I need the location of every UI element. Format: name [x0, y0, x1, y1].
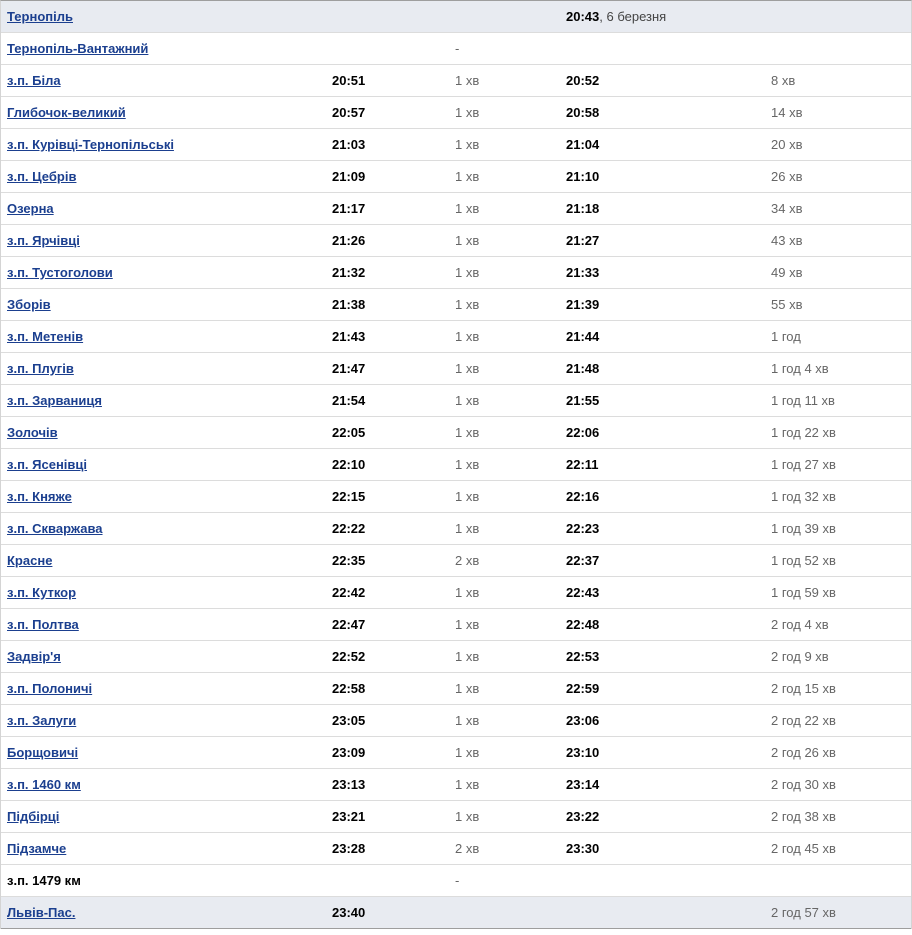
- stop-duration: 1 хв: [455, 297, 480, 312]
- station-link[interactable]: Красне: [7, 553, 53, 568]
- departure-cell: [566, 361, 771, 376]
- station-cell: [1, 361, 332, 376]
- station-name: з.п. 1479 км: [7, 873, 81, 888]
- station-cell: [1, 905, 332, 920]
- stop-duration: 1 хв: [455, 73, 480, 88]
- travel-time: 1 год 39 хв: [771, 521, 836, 536]
- stop-duration: 1 хв: [455, 361, 480, 376]
- departure-cell: [566, 297, 771, 312]
- departure-cell: [566, 585, 771, 600]
- departure-time: 21:10: [566, 169, 600, 184]
- departure-cell: [566, 9, 771, 24]
- station-cell: [1, 105, 332, 120]
- table-row: [1, 833, 911, 865]
- departure-cell: [566, 73, 771, 88]
- arrival-time: 22:22: [332, 521, 366, 536]
- stop-duration: 2 хв: [455, 841, 480, 856]
- departure-time: 22:43: [566, 585, 600, 600]
- arrival-time: 22:58: [332, 681, 366, 696]
- departure-cell: [566, 233, 771, 248]
- departure-time: 23:14: [566, 777, 600, 792]
- station-link[interactable]: з.п. Залуги: [7, 713, 77, 728]
- table-row: [1, 33, 911, 65]
- station-link[interactable]: з.п. Курівці-Тернопільські: [7, 137, 174, 152]
- departure-cell: [566, 425, 771, 440]
- stop-duration: 1 хв: [455, 585, 480, 600]
- station-cell: [1, 137, 332, 152]
- table-row: [1, 193, 911, 225]
- station-cell: [1, 777, 332, 792]
- station-cell: [1, 873, 332, 888]
- stop-duration: 1 хв: [455, 809, 480, 824]
- departure-time: 21:33: [566, 265, 600, 280]
- station-link[interactable]: Львів-Пас.: [7, 905, 76, 920]
- arrival-time: 22:42: [332, 585, 366, 600]
- departure-cell: [566, 265, 771, 280]
- arrival-time: 21:47: [332, 361, 366, 376]
- table-row: [1, 481, 911, 513]
- arrival-time: 22:05: [332, 425, 366, 440]
- travel-time: 1 год 4 хв: [771, 361, 829, 376]
- stop-duration: 1 хв: [455, 105, 480, 120]
- travel-time: 2 год 4 хв: [771, 617, 829, 632]
- station-cell: [1, 809, 332, 824]
- departure-cell: [566, 553, 771, 568]
- stop-duration: 1 хв: [455, 745, 480, 760]
- station-link[interactable]: з.п. Ярчівці: [7, 233, 80, 248]
- station-cell: [1, 425, 332, 440]
- departure-time: 20:43: [566, 9, 600, 24]
- arrival-time: 21:32: [332, 265, 366, 280]
- stop-duration: 1 хв: [455, 681, 480, 696]
- departure-time: 22:11: [566, 457, 599, 472]
- station-link[interactable]: Тернопіль-Вантажний: [7, 41, 149, 56]
- table-row: [1, 577, 911, 609]
- departure-cell: [566, 617, 771, 632]
- station-link[interactable]: Тернопіль: [7, 9, 73, 24]
- departure-cell: [566, 329, 771, 344]
- station-cell: [1, 681, 332, 696]
- station-link[interactable]: з.п. Княже: [7, 489, 72, 504]
- departure-time: 21:18: [566, 201, 600, 216]
- stop-duration: 1 хв: [455, 457, 480, 472]
- station-cell: [1, 41, 332, 56]
- station-cell: [1, 297, 332, 312]
- arrival-time: 23:05: [332, 713, 366, 728]
- departure-cell: [566, 457, 771, 472]
- stop-duration: 1 хв: [455, 137, 480, 152]
- stop-duration: -: [455, 873, 460, 888]
- travel-time: 2 год 45 хв: [771, 841, 836, 856]
- station-cell: [1, 841, 332, 856]
- table-row: [1, 97, 911, 129]
- table-row: [1, 353, 911, 385]
- table-row: [1, 737, 911, 769]
- station-cell: [1, 489, 332, 504]
- arrival-time: 21:54: [332, 393, 366, 408]
- travel-time: 8 хв: [771, 73, 796, 88]
- travel-time: 2 год 22 хв: [771, 713, 836, 728]
- departure-cell: [566, 649, 771, 664]
- table-row: [1, 673, 911, 705]
- station-link[interactable]: з.п. Ясенівці: [7, 457, 88, 472]
- table-row: [1, 417, 911, 449]
- travel-time: 2 год 30 хв: [771, 777, 836, 792]
- table-row: [1, 705, 911, 737]
- departure-time: 21:55: [566, 393, 600, 408]
- table-row: [1, 289, 911, 321]
- departure-time: 23:10: [566, 745, 600, 760]
- station-cell: [1, 265, 332, 280]
- departure-cell: [566, 777, 771, 792]
- travel-time: 1 год 22 хв: [771, 425, 836, 440]
- arrival-time: 21:38: [332, 297, 366, 312]
- arrival-time: 20:57: [332, 105, 366, 120]
- arrival-time: 21:03: [332, 137, 366, 152]
- arrival-time: 23:09: [332, 745, 366, 760]
- station-cell: [1, 9, 332, 24]
- travel-time: 14 хв: [771, 105, 803, 120]
- travel-time: 49 хв: [771, 265, 803, 280]
- table-row: [1, 513, 911, 545]
- station-link[interactable]: з.п. Скваржава: [7, 521, 103, 536]
- departure-time: 22:59: [566, 681, 600, 696]
- table-row: [1, 225, 911, 257]
- arrival-time: 21:43: [332, 329, 366, 344]
- travel-time: 1 год 52 хв: [771, 553, 836, 568]
- station-cell: [1, 329, 332, 344]
- table-row: [1, 897, 911, 929]
- station-cell: [1, 457, 332, 472]
- departure-time: 20:58: [566, 105, 600, 120]
- station-cell: [1, 617, 332, 632]
- table-row: [1, 385, 911, 417]
- departure-cell: [566, 521, 771, 536]
- travel-time: 34 хв: [771, 201, 803, 216]
- travel-time: 43 хв: [771, 233, 803, 248]
- station-cell: [1, 649, 332, 664]
- travel-time: 20 хв: [771, 137, 803, 152]
- stop-duration: 1 хв: [455, 489, 480, 504]
- travel-time: 2 год 15 хв: [771, 681, 836, 696]
- departure-time: 22:06: [566, 425, 600, 440]
- travel-time: 55 хв: [771, 297, 803, 312]
- table-row: [1, 321, 911, 353]
- station-link[interactable]: з.п. Тустоголови: [7, 265, 113, 280]
- departure-time: 22:23: [566, 521, 600, 536]
- stop-duration: 1 хв: [455, 329, 480, 344]
- departure-cell: [566, 105, 771, 120]
- departure-time: 21:44: [566, 329, 600, 344]
- travel-time: 1 год 32 хв: [771, 489, 836, 504]
- stop-duration: 1 хв: [455, 393, 480, 408]
- table-row: [1, 545, 911, 577]
- station-cell: [1, 201, 332, 216]
- stop-duration: 1 хв: [455, 169, 480, 184]
- departure-cell: [566, 137, 771, 152]
- departure-cell: [566, 841, 771, 856]
- departure-date: , 6 березня: [599, 9, 667, 24]
- departure-time: 22:53: [566, 649, 600, 664]
- travel-time: 1 год: [771, 329, 801, 344]
- travel-time: 2 год 38 хв: [771, 809, 836, 824]
- table-row: [1, 801, 911, 833]
- travel-time: 2 год 9 хв: [771, 649, 829, 664]
- station-cell: [1, 745, 332, 760]
- departure-cell: [566, 713, 771, 728]
- station-cell: [1, 713, 332, 728]
- travel-time: 2 год 26 хв: [771, 745, 836, 760]
- stop-duration: 1 хв: [455, 265, 480, 280]
- stop-duration: 1 хв: [455, 201, 480, 216]
- station-link[interactable]: Озерна: [7, 201, 54, 216]
- departure-time: 21:04: [566, 137, 600, 152]
- station-cell: [1, 73, 332, 88]
- table-row: [1, 1, 911, 33]
- station-cell: [1, 521, 332, 536]
- table-row: [1, 161, 911, 193]
- arrival-time: 21:09: [332, 169, 366, 184]
- arrival-time: 20:51: [332, 73, 366, 88]
- stop-duration: 1 хв: [455, 617, 480, 632]
- stop-duration: 1 хв: [455, 233, 480, 248]
- departure-cell: [566, 809, 771, 824]
- departure-time: 22:48: [566, 617, 600, 632]
- station-link[interactable]: з.п. 1460 км: [7, 777, 81, 792]
- arrival-time: 22:47: [332, 617, 366, 632]
- station-cell: [1, 393, 332, 408]
- arrival-time: 23:13: [332, 777, 366, 792]
- departure-time: 22:16: [566, 489, 600, 504]
- arrival-time: 21:26: [332, 233, 366, 248]
- arrival-time: 22:15: [332, 489, 366, 504]
- arrival-time: 21:17: [332, 201, 366, 216]
- stop-duration: 1 хв: [455, 521, 480, 536]
- departure-time: 23:22: [566, 809, 600, 824]
- station-cell: [1, 169, 332, 184]
- departure-cell: [566, 169, 771, 184]
- station-link[interactable]: Глибочок-великий: [7, 105, 126, 120]
- arrival-time: 22:10: [332, 457, 366, 472]
- stop-duration: 1 хв: [455, 713, 480, 728]
- stop-duration: 1 хв: [455, 425, 480, 440]
- table-row: [1, 609, 911, 641]
- travel-time: 2 год 57 хв: [771, 905, 836, 920]
- station-link[interactable]: з.п. Цебрів: [7, 169, 77, 184]
- departure-time: 21:27: [566, 233, 600, 248]
- departure-cell: [566, 681, 771, 696]
- table-row: [1, 641, 911, 673]
- station-link[interactable]: Підзамче: [7, 841, 67, 856]
- table-row: [1, 65, 911, 97]
- station-link[interactable]: Задвір'я: [7, 649, 61, 664]
- stop-duration: -: [455, 41, 460, 56]
- arrival-time: 22:35: [332, 553, 366, 568]
- departure-time: 21:48: [566, 361, 600, 376]
- table-row: [1, 769, 911, 801]
- station-link[interactable]: Золочів: [7, 425, 58, 440]
- departure-cell: [566, 201, 771, 216]
- station-link[interactable]: з.п. Полтва: [7, 617, 79, 632]
- table-row: [1, 257, 911, 289]
- stop-duration: 2 хв: [455, 553, 480, 568]
- stop-duration: 1 хв: [455, 649, 480, 664]
- station-link[interactable]: з.п. Куткор: [7, 585, 77, 600]
- station-link[interactable]: з.п. Плугів: [7, 361, 74, 376]
- table-row: [1, 449, 911, 481]
- station-link[interactable]: з.п. Метенів: [7, 329, 84, 344]
- station-link[interactable]: Борщовичі: [7, 745, 79, 760]
- departure-time: 22:37: [566, 553, 600, 568]
- station-link[interactable]: з.п. Зарваниця: [7, 393, 102, 408]
- departure-time: 23:06: [566, 713, 600, 728]
- travel-time: 1 год 11 хв: [771, 393, 835, 408]
- arrival-time: 23:21: [332, 809, 366, 824]
- table-row: [1, 129, 911, 161]
- station-link[interactable]: Підбірці: [7, 809, 60, 824]
- arrival-time: 23:40: [332, 905, 366, 920]
- station-link[interactable]: з.п. Біла: [7, 73, 61, 88]
- station-cell: [1, 233, 332, 248]
- departure-time: 20:52: [566, 73, 600, 88]
- departure-cell: [566, 489, 771, 504]
- travel-time: 1 год 59 хв: [771, 585, 836, 600]
- arrival-time: 22:52: [332, 649, 366, 664]
- departure-time: 21:39: [566, 297, 600, 312]
- table-row: [1, 865, 911, 897]
- departure-time: 23:30: [566, 841, 600, 856]
- travel-time: 1 год 27 хв: [771, 457, 836, 472]
- station-cell: [1, 585, 332, 600]
- station-link[interactable]: Зборів: [7, 297, 51, 312]
- station-cell: [1, 553, 332, 568]
- arrival-time: 23:28: [332, 841, 366, 856]
- station-link[interactable]: з.п. Полоничі: [7, 681, 93, 696]
- stop-duration: 1 хв: [455, 777, 480, 792]
- departure-cell: [566, 393, 771, 408]
- travel-time: 26 хв: [771, 169, 803, 184]
- departure-cell: [566, 745, 771, 760]
